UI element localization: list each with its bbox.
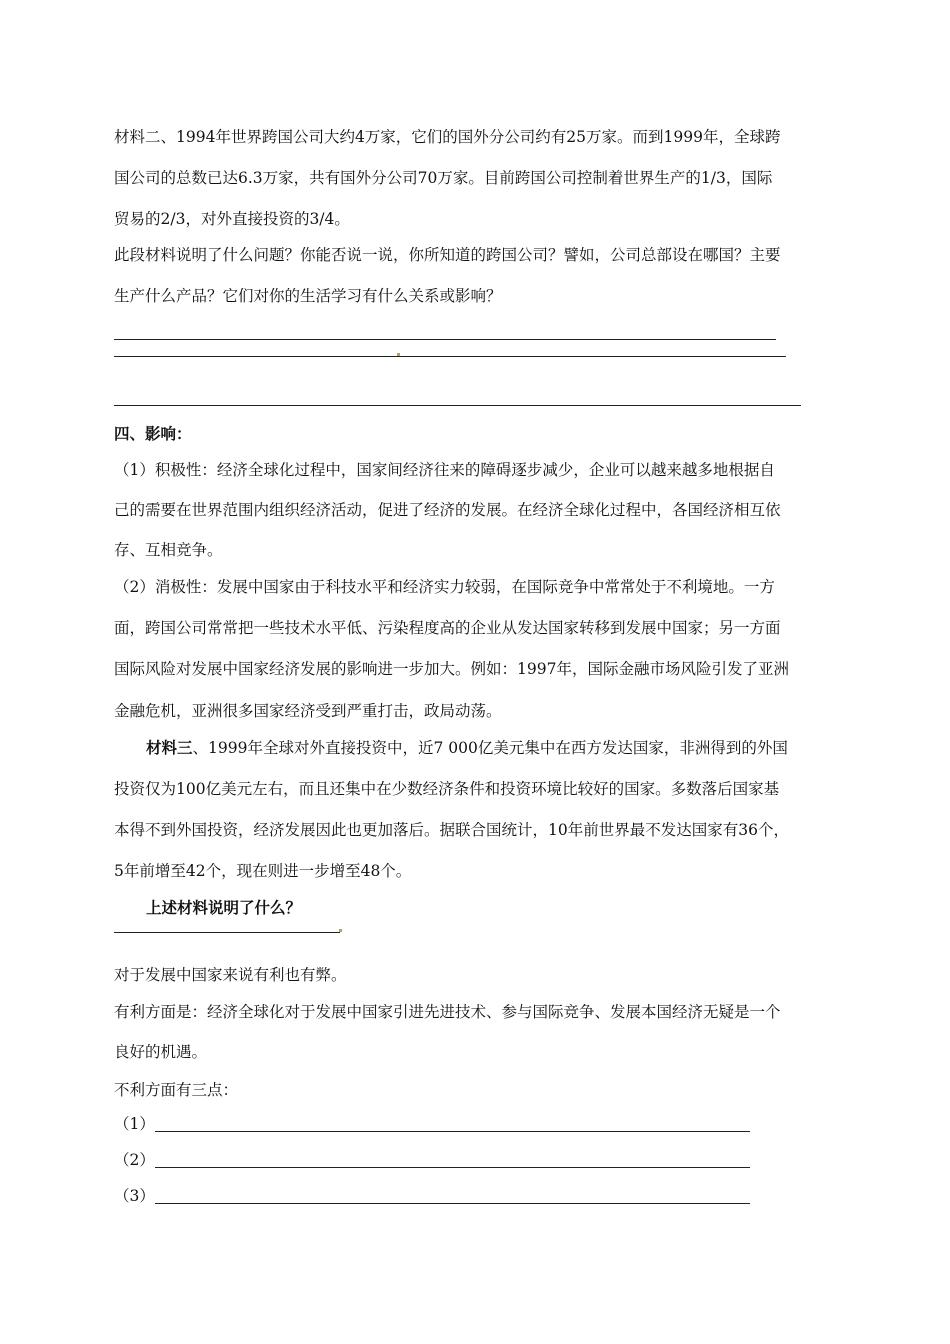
advantage-line-1: 有利方面是：经济全球化对于发展中国家引进先进技术、参与国际竞争、发展本国经济无疑是一个 bbox=[114, 1003, 781, 1021]
material2-line-2: 国公司的总数已达6.3万家，共有国外分公司70万家。目前跨国公司控制着世界生产的1/3，国际 bbox=[114, 169, 773, 187]
positive-line-3: 存、互相竞争。 bbox=[114, 541, 223, 559]
material3-line-3: 本得不到外国投资，经济发展因此也更加落后。据联合国统计，10年前世界最不发达国家有36个， bbox=[114, 821, 789, 839]
negative-line-3: 国际风险对发展中国家经济发展的影响进一步加大。例如：1997年，国际金融市场风险引发了亚洲 bbox=[114, 660, 789, 678]
analysis-intro: 对于发展中国家来说有利也有弊。 bbox=[114, 966, 347, 984]
material2-line-3: 贸易的2/3，对外直接投资的3/4。 bbox=[114, 210, 350, 228]
advantage-line-2: 良好的机遇。 bbox=[114, 1043, 208, 1061]
material2-question-line-1: 此段材料说明了什么问题？你能否说一说，你所知道的跨国公司？譬如，公司总部设在哪国？主要 bbox=[114, 246, 781, 264]
disadvantage-item-1-line[interactable] bbox=[155, 1131, 750, 1132]
material2-line-1: 材料二、1994年世界跨国公司大约4万家，它们的国外分公司约有25万家。而到1999年，全球跨 bbox=[114, 128, 781, 146]
material3-question: 上述材料说明了什么？ bbox=[146, 898, 302, 917]
stray-mark-2 bbox=[339, 929, 342, 932]
negative-line-4: 金融危机，亚洲很多国家经济受到严重打击，政局动荡。 bbox=[114, 702, 502, 720]
material3-label: 材料三 bbox=[146, 738, 193, 757]
disadvantage-item-2-label: （2） bbox=[114, 1151, 155, 1169]
material3-line-1 bbox=[146, 738, 788, 758]
material3-line-2: 投资仅为100亿美元左右，而且还集中在少数经济条件和投资环境比较好的国家。多数落后国家基 bbox=[114, 780, 780, 798]
section4-heading: 四、影响： bbox=[114, 424, 192, 443]
material3-line-1-rest: 、1999年全球对外直接投资中，近7 000亿美元集中在西方发达国家，非洲得到的外国 bbox=[192, 739, 788, 757]
disadvantage-item-3-label: （3） bbox=[114, 1187, 155, 1205]
disadvantage-item-2-line[interactable] bbox=[155, 1167, 750, 1168]
material2-question-line-2: 生产什么产品？它们对你的生活学习有什么关系或影响？ bbox=[114, 287, 502, 305]
disadvantage-item-1-label: （1） bbox=[114, 1115, 155, 1133]
answer-line-4[interactable] bbox=[114, 932, 340, 933]
disadvantage-item-3-line[interactable] bbox=[155, 1203, 750, 1204]
stray-mark bbox=[397, 353, 400, 356]
positive-line-1: （1）积极性：经济全球化过程中，国家间经济往来的障碍逐步减少，企业可以越来越多地根据自 bbox=[114, 461, 775, 479]
answer-line-3[interactable] bbox=[114, 405, 801, 406]
disadvantage-heading: 不利方面有三点： bbox=[114, 1081, 239, 1099]
positive-line-2: 己的需要在世界范围内组织经济活动，促进了经济的发展。在经济全球化过程中，各国经济相互依 bbox=[114, 501, 781, 519]
answer-line-2[interactable] bbox=[114, 356, 786, 357]
negative-line-1: （2）消极性：发展中国家由于科技水平和经济实力较弱，在国际竞争中常常处于不利境地。一方 bbox=[114, 578, 775, 596]
answer-line-1[interactable] bbox=[114, 339, 776, 340]
material3-line-4: 5年前增至42个，现在则进一步增至48个。 bbox=[114, 862, 412, 880]
negative-line-2: 面，跨国公司常常把一些技术水平低、污染程度高的企业从发达国家转移到发展中国家；另一方面 bbox=[114, 619, 781, 637]
